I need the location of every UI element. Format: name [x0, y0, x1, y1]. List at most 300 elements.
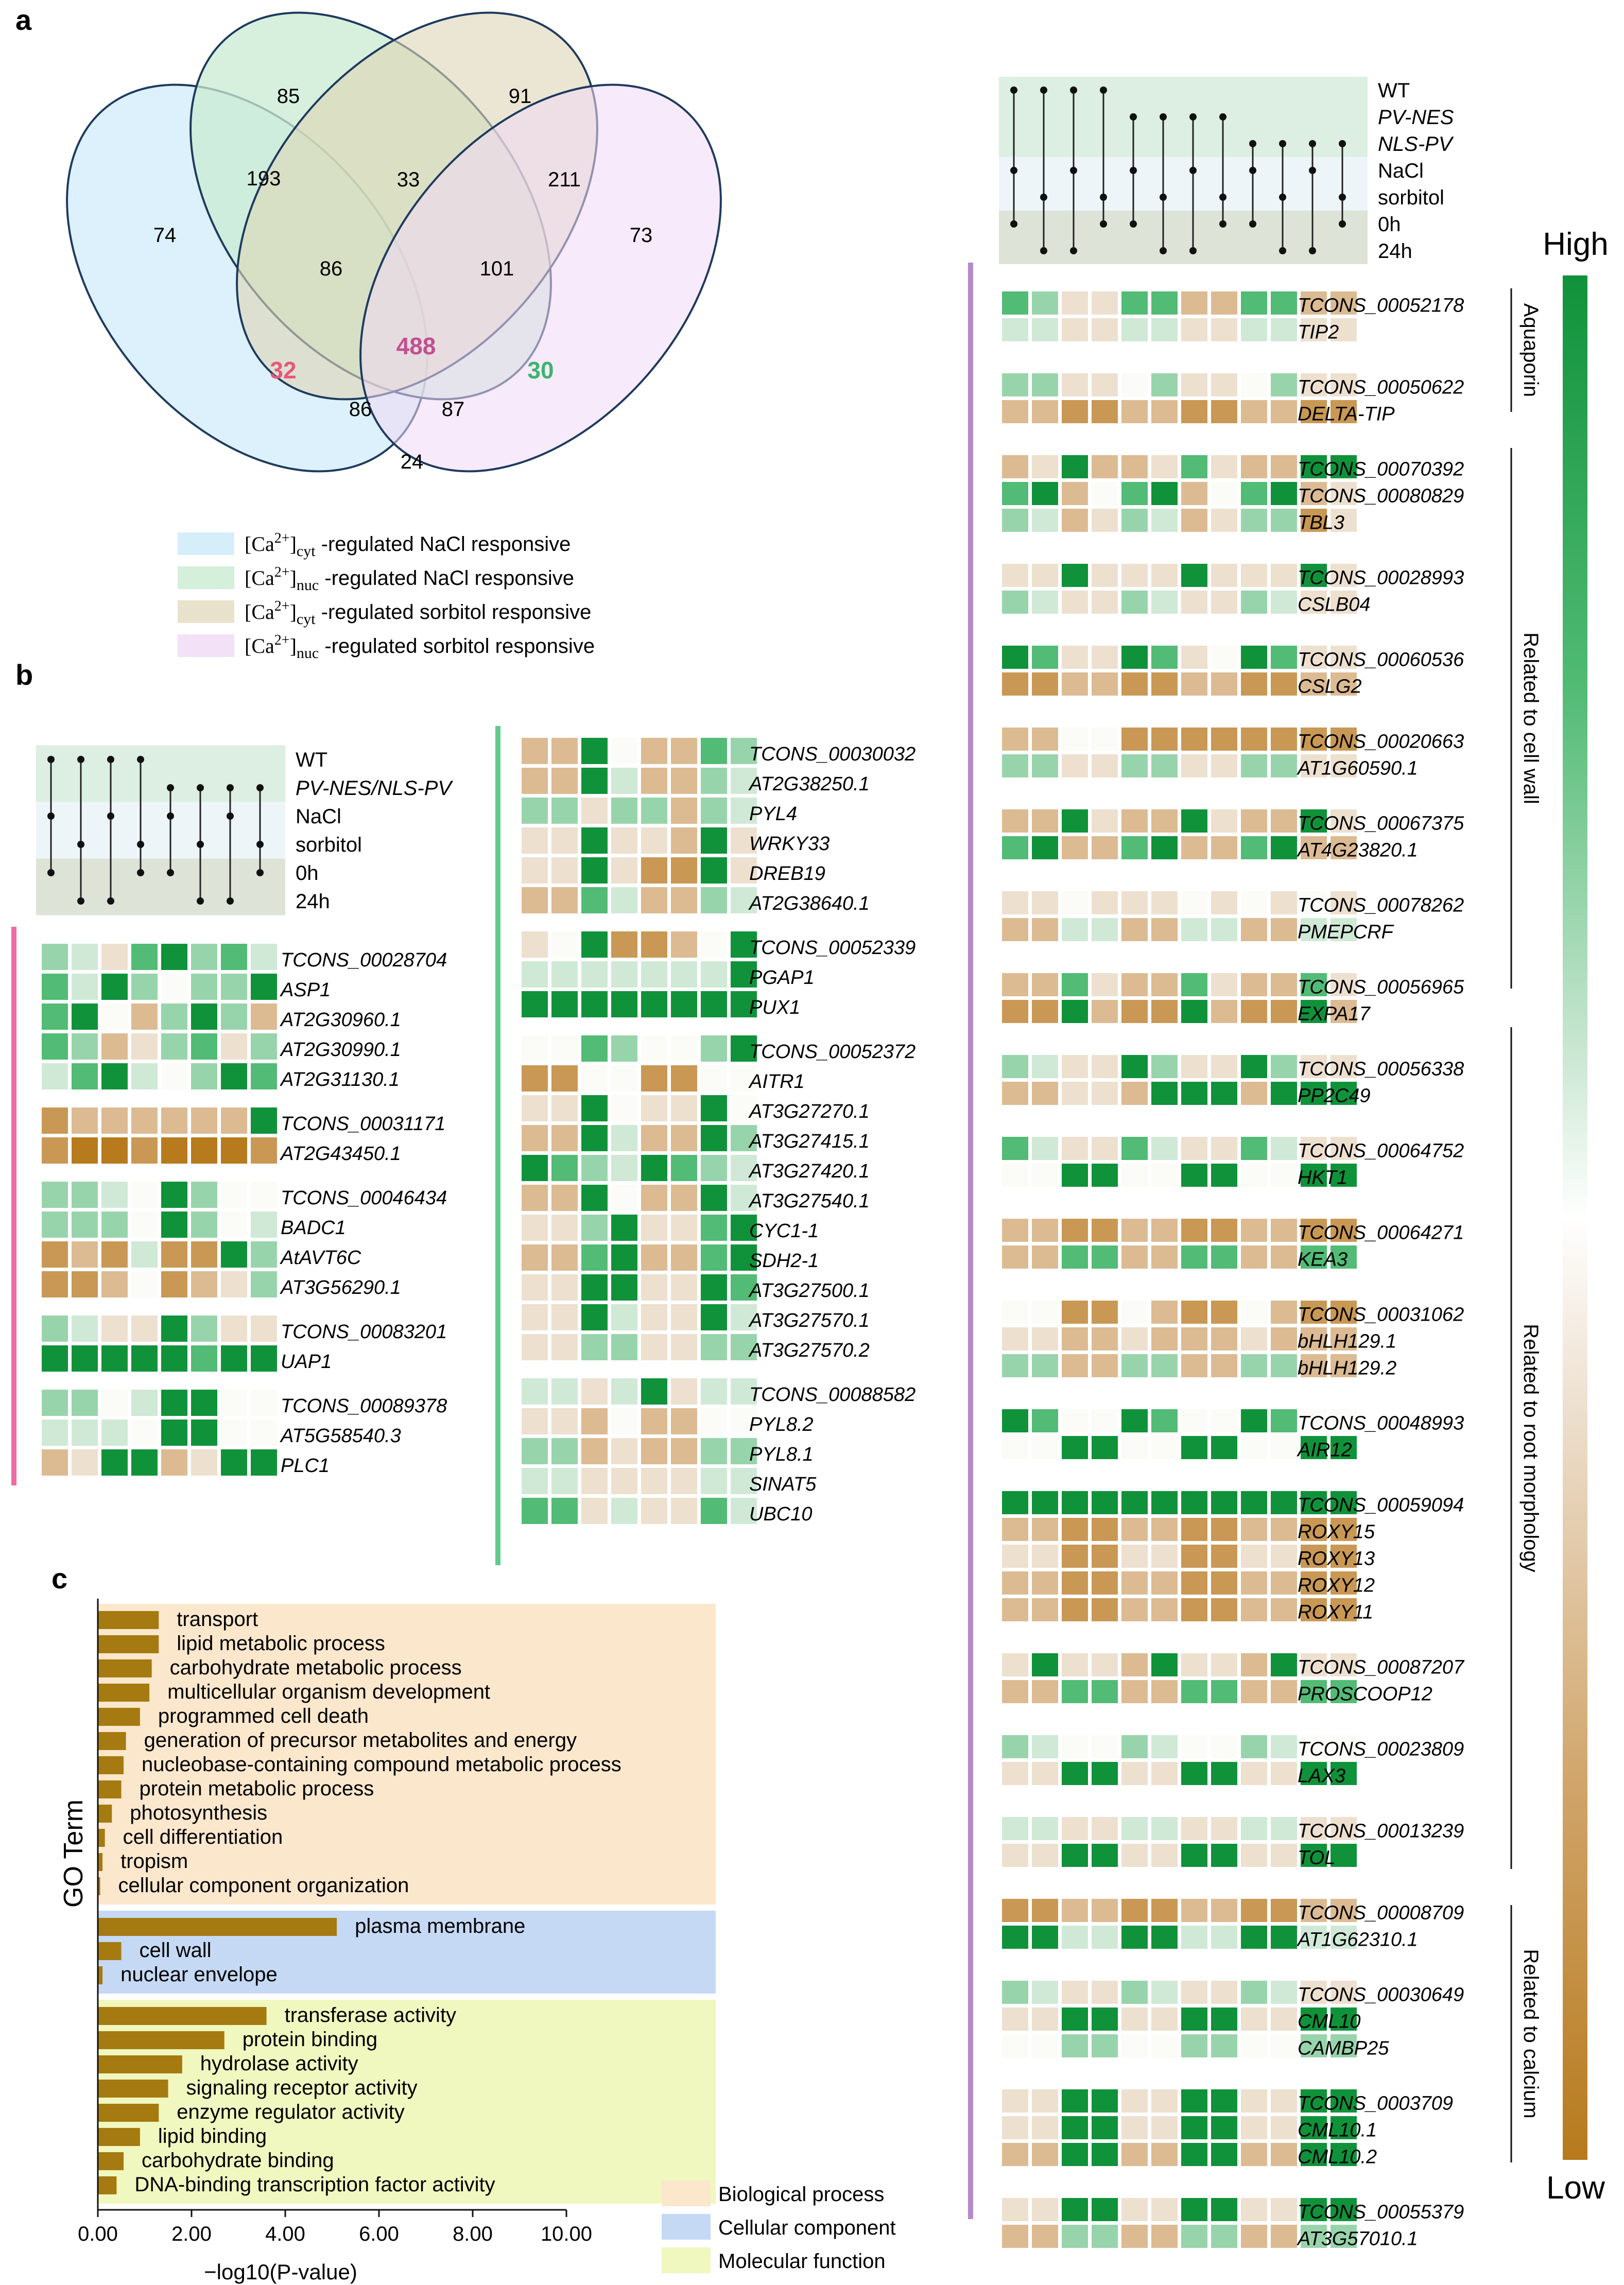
condition-dot — [1070, 167, 1077, 174]
heatmap-cell — [551, 767, 578, 794]
heatmap-cell — [1031, 1761, 1059, 1786]
heatmap-cell — [1061, 590, 1089, 614]
heatmap-cell — [700, 1214, 728, 1241]
heatmap-cell — [551, 887, 578, 914]
go-bar — [98, 2080, 168, 2098]
heatmap-cell — [1091, 754, 1118, 778]
gene-label: PYL8.2 — [749, 1414, 814, 1436]
heatmap-cell — [1181, 1435, 1208, 1460]
heatmap-cell — [581, 1065, 608, 1092]
heatmap-cell — [1270, 508, 1298, 532]
heatmap-cell — [1181, 590, 1208, 614]
heatmap-cell — [1031, 645, 1059, 669]
heatmap-cell — [521, 1095, 548, 1122]
heatmap-cell — [250, 1063, 278, 1090]
heatmap-cell — [581, 1184, 608, 1211]
heatmap-cell — [1240, 2142, 1268, 2167]
heatmap-cell — [161, 1315, 188, 1342]
heatmap-cell — [1270, 1435, 1298, 1460]
heatmap-cell — [161, 973, 188, 1000]
heatmap-cell — [1031, 563, 1059, 587]
heatmap-cell — [131, 1345, 158, 1372]
condition-label: NaCl — [1378, 160, 1424, 182]
gene-label: TCONS_00088582 — [749, 1384, 916, 1406]
heatmap-cell — [1181, 1054, 1208, 1079]
heatmap-cell — [1270, 1081, 1298, 1105]
go-term-label: generation of precursor metabolites and energy — [144, 1729, 577, 1752]
heatmap-cell — [1151, 2197, 1178, 2222]
heatmap-cell — [1181, 291, 1208, 315]
heatmap-cell — [641, 1065, 668, 1092]
heatmap-cell — [1151, 1409, 1178, 1433]
heatmap-cell — [1001, 672, 1029, 696]
heatmap-cell — [611, 857, 638, 884]
heatmap-cell — [1270, 727, 1298, 751]
heatmap-cell — [191, 1137, 218, 1164]
condition-dot — [1130, 167, 1137, 174]
heatmap-cell — [1001, 1680, 1029, 1704]
heatmap-cell — [1031, 291, 1059, 315]
x-tick-label: 0.00 — [78, 2223, 118, 2245]
heatmap-cell — [1001, 563, 1029, 587]
gene-label: AT2G30990.1 — [281, 1039, 401, 1061]
heatmap-cell — [521, 767, 548, 794]
heatmap-cell — [1031, 1136, 1059, 1161]
heatmap-cell — [1181, 1517, 1208, 1542]
gene-label: TCONS_00064271 — [1298, 1222, 1464, 1244]
heatmap-cell — [1061, 1218, 1089, 1242]
heatmap-cell — [1240, 1163, 1268, 1187]
heatmap-cell — [670, 1334, 698, 1361]
heatmap-cell — [1001, 318, 1029, 342]
heatmap-cell — [1121, 1898, 1148, 1923]
heatmap-cell — [1151, 727, 1178, 751]
venn-count-ac: 32 — [270, 357, 297, 384]
heatmap-cell — [41, 1449, 68, 1476]
heatmap-cell — [1151, 1245, 1178, 1269]
x-tick-label: 4.00 — [265, 2223, 305, 2245]
heatmap-cell — [551, 991, 578, 1018]
heatmap-cell — [1151, 1491, 1178, 1515]
heatmap-cell — [1031, 1735, 1059, 1759]
gene-label: CSLG2 — [1298, 676, 1362, 698]
heatmap-cell — [521, 991, 548, 1018]
heatmap-cell — [641, 931, 668, 958]
heatmap-cell — [101, 1389, 128, 1416]
heatmap-cell — [1270, 809, 1298, 833]
heatmap-cell — [1001, 754, 1029, 778]
gene-label: TBL3 — [1298, 512, 1344, 534]
heatmap-cell — [1121, 2142, 1148, 2167]
heatmap-cell — [191, 1315, 218, 1342]
gene-label: AITR1 — [749, 1071, 805, 1093]
category-label: Related to calcium — [1519, 1949, 1542, 2119]
heatmap-cell — [1091, 373, 1118, 397]
heatmap-cell — [1211, 809, 1238, 833]
heatmap-cell — [551, 1304, 578, 1331]
heatmap-cell — [1181, 645, 1208, 669]
heatmap-cell — [1181, 2034, 1208, 2058]
heatmap-cell — [1181, 1218, 1208, 1242]
heatmap-cell — [670, 827, 698, 854]
heatmap-cell — [1211, 373, 1238, 397]
heatmap-cell — [1181, 1980, 1208, 2004]
heatmap-cell — [1181, 1816, 1208, 1841]
condition-dot — [47, 756, 55, 763]
heatmap-cell — [191, 1345, 218, 1372]
heatmap-cell — [1151, 1218, 1178, 1242]
heatmap-cell — [551, 931, 578, 958]
heatmap-cell — [1031, 809, 1059, 833]
go-legend-swatch — [662, 2180, 711, 2206]
heatmap-cell — [1001, 2116, 1029, 2140]
heatmap-cell — [1001, 373, 1029, 397]
heatmap-cell — [1270, 1843, 1298, 1867]
heatmap-cell — [1151, 1735, 1178, 1759]
heatmap-cell — [1031, 1354, 1059, 1378]
heatmap-cell — [611, 931, 638, 958]
heatmap-cell — [101, 1419, 128, 1446]
heatmap-cell — [1001, 1544, 1029, 1568]
heatmap-cell — [521, 1378, 548, 1405]
heatmap-cell — [700, 887, 728, 914]
heatmap-cell — [1181, 2116, 1208, 2140]
go-bar — [98, 2055, 182, 2073]
heatmap-cell — [1061, 563, 1089, 587]
heatmap-cell — [1091, 1163, 1118, 1187]
heatmap-cell — [1031, 1054, 1059, 1079]
heatmap-cell — [1240, 1735, 1268, 1759]
heatmap-cell — [1240, 973, 1268, 997]
heatmap-cell — [1001, 973, 1029, 997]
heatmap-cell — [1270, 999, 1298, 1024]
heatmap-cell — [670, 1214, 698, 1241]
heatmap-cell — [670, 1408, 698, 1435]
heatmap-cell — [1211, 1136, 1238, 1161]
heatmap-cell — [101, 943, 128, 971]
heatmap-cell — [1211, 400, 1238, 424]
heatmap-cell — [1091, 672, 1118, 696]
heatmap-cell — [1151, 2224, 1178, 2248]
heatmap-cell — [101, 1033, 128, 1060]
heatmap-cell — [1181, 2197, 1208, 2222]
heatmap-cell — [521, 737, 548, 765]
heatmap-cell — [1031, 1925, 1059, 1949]
heatmap-cell — [1031, 590, 1059, 614]
heatmap-cell — [1181, 727, 1208, 751]
heatmap-cell — [700, 1334, 728, 1361]
heatmap-cell — [641, 767, 668, 794]
heatmap-cell — [1240, 1435, 1268, 1460]
heatmap-cell — [1001, 481, 1029, 506]
heatmap-cell — [131, 1419, 158, 1446]
heatmap-cell — [71, 1107, 98, 1134]
heatmap-cell — [670, 1184, 698, 1211]
heatmap-cell — [1240, 1980, 1268, 2004]
heatmap-cell — [700, 1124, 728, 1152]
heatmap-cell — [1121, 891, 1148, 915]
heatmap-cell — [1001, 1598, 1029, 1622]
gene-label: bHLH129.2 — [1298, 1357, 1397, 1379]
heatmap-cell — [1181, 400, 1208, 424]
heatmap-cell — [1211, 1735, 1238, 1759]
gene-label: AT2G31130.1 — [281, 1069, 400, 1091]
heatmap-cell — [1181, 1680, 1208, 1704]
gene-label: AtAVT6C — [281, 1247, 361, 1269]
heatmap-cell — [1091, 2116, 1118, 2140]
heatmap-cell — [71, 1033, 98, 1060]
heatmap-cell — [131, 973, 158, 1000]
heatmap-cell — [1031, 1680, 1059, 1704]
heatmap-cell — [1031, 1245, 1059, 1269]
heatmap-cell — [1211, 2142, 1238, 2167]
heatmap-cell — [1181, 1491, 1208, 1515]
condition-dot — [1010, 86, 1017, 94]
heatmap-cell — [1121, 1136, 1148, 1161]
heatmap-cell — [1061, 1925, 1089, 1949]
heatmap-cell — [670, 1274, 698, 1301]
heatmap-cell — [191, 1449, 218, 1476]
gene-label: TCONS_00050622 — [1298, 376, 1464, 399]
heatmap-cell — [1240, 2224, 1268, 2248]
gene-label: PGAP1 — [749, 967, 815, 989]
condition-dot — [1160, 194, 1167, 201]
heatmap-cell — [1211, 2116, 1238, 2140]
venn-count-ab: 193 — [246, 167, 281, 190]
heatmap-cell — [551, 961, 578, 988]
heatmap-cell — [1240, 1081, 1268, 1105]
heatmap-cell — [670, 1065, 698, 1092]
heatmap-cell — [41, 973, 68, 1000]
heatmap-cell — [700, 1497, 728, 1525]
go-term-label: DNA-binding transcription factor activity — [134, 2173, 495, 2196]
heatmap-cell — [1061, 481, 1089, 506]
heatmap-cell — [1211, 645, 1238, 669]
heatmap-cell — [1211, 291, 1238, 315]
heatmap-cell — [41, 1271, 68, 1298]
heatmap-cell — [161, 1241, 188, 1268]
go-bar — [98, 1829, 105, 1847]
heatmap-cell — [1270, 1653, 1298, 1677]
gene-label: TCONS_00046434 — [281, 1187, 447, 1209]
heatmap-cell — [191, 1419, 218, 1446]
panel-a-label: a — [15, 4, 32, 36]
heatmap-cell — [1181, 754, 1208, 778]
heatmap-cell — [551, 1334, 578, 1361]
condition-dot — [107, 812, 114, 820]
gene-label: TCONS_00008709 — [1298, 1902, 1464, 1924]
heatmap-cell — [1121, 918, 1148, 942]
heatmap-cell — [1031, 455, 1059, 479]
heatmap-cell — [670, 991, 698, 1018]
heatmap-cell — [1121, 1517, 1148, 1542]
heatmap-cell — [551, 1244, 578, 1271]
heatmap-cell — [1031, 2034, 1059, 2058]
gene-label: AT2G38640.1 — [749, 893, 870, 915]
gene-label: TCONS_00052339 — [749, 937, 916, 959]
heatmap-cell — [1181, 455, 1208, 479]
heatmap-cell — [581, 887, 608, 914]
venn-count-cd: 211 — [548, 168, 581, 191]
heatmap-cell — [131, 1211, 158, 1238]
legend-swatch — [178, 532, 234, 555]
heatmap-cell — [551, 1065, 578, 1092]
heatmap-cell — [1001, 645, 1029, 669]
condition-band — [36, 746, 285, 802]
heatmap-cell — [1270, 2007, 1298, 2031]
heatmap-cell — [1001, 1653, 1029, 1677]
go-bar — [98, 1805, 112, 1823]
colorbar-low-label: Low — [1546, 2170, 1605, 2206]
heatmap-cell — [1061, 318, 1089, 342]
gene-label: TCONS_00052372 — [749, 1041, 916, 1063]
condition-label: WT — [1378, 79, 1410, 102]
heatmap-cell — [551, 1154, 578, 1182]
go-bar — [98, 2128, 140, 2146]
heatmap-cell — [581, 797, 608, 824]
heatmap-cell — [1240, 1816, 1268, 1841]
heatmap-cell — [1270, 645, 1298, 669]
gene-label: TCONS_0003709 — [1298, 2092, 1454, 2115]
heatmap-cell — [1270, 1925, 1298, 1949]
heatmap-cell — [1270, 2034, 1298, 2058]
heatmap-cell — [1031, 1517, 1059, 1542]
heatmap-cell — [1091, 1761, 1118, 1786]
venn-count-only-a: 74 — [153, 224, 177, 247]
condition-dot — [1160, 247, 1167, 254]
x-tick-label: 8.00 — [453, 2223, 493, 2245]
heatmap-cell — [161, 1003, 188, 1030]
heatmap-cell — [1211, 1898, 1238, 1923]
heatmap-cell — [1240, 754, 1268, 778]
heatmap-cell — [1211, 508, 1238, 532]
heatmap-cell — [71, 1345, 98, 1372]
gene-label: CML10.2 — [1298, 2146, 1377, 2168]
gene-label: WRKY33 — [749, 833, 830, 855]
gene-label: ROXY11 — [1298, 1601, 1374, 1623]
heatmap-cell — [1121, 1571, 1148, 1595]
heatmap-cell — [1091, 291, 1118, 315]
heatmap-cell — [611, 1214, 638, 1241]
heatmap-cell — [191, 1241, 218, 1268]
heatmap-cell — [700, 737, 728, 765]
legend-swatch — [178, 600, 234, 623]
heatmap-cell — [521, 1304, 548, 1331]
heatmap-cell — [1121, 373, 1148, 397]
heatmap-cell — [641, 1438, 668, 1465]
heatmap-cell — [1211, 481, 1238, 506]
heatmap-cell — [1121, 1680, 1148, 1704]
heatmap-cell — [250, 1449, 278, 1476]
heatmap-cell — [641, 1378, 668, 1405]
condition-dot — [47, 812, 55, 820]
heatmap-cell — [1061, 1898, 1089, 1923]
heatmap-cell — [101, 1137, 128, 1164]
heatmap-cell — [611, 1244, 638, 1271]
heatmap-cell — [551, 1184, 578, 1211]
heatmap-cell — [1211, 1571, 1238, 1595]
heatmap-cell — [250, 1419, 278, 1446]
heatmap-cell — [1151, 1925, 1178, 1949]
heatmap-cell — [1091, 318, 1118, 342]
heatmap-cell — [1270, 1735, 1298, 1759]
heatmap-cell — [1211, 590, 1238, 614]
heatmap-cell — [1001, 891, 1029, 915]
heatmap-cell — [220, 1389, 248, 1416]
condition-dot — [1100, 86, 1107, 94]
heatmap-cell — [700, 797, 728, 824]
group-stripe-pink — [11, 927, 16, 1485]
heatmap-cell — [1151, 373, 1178, 397]
venn-diagram — [0, 0, 793, 540]
heatmap-cell — [1270, 1054, 1298, 1079]
heatmap-cell — [1211, 727, 1238, 751]
heatmap-cell — [521, 887, 548, 914]
heatmap-cell — [161, 1211, 188, 1238]
heatmap-cell — [581, 857, 608, 884]
condition-dot — [197, 897, 204, 905]
go-bar — [98, 1611, 159, 1629]
heatmap-cell — [191, 973, 218, 1000]
condition-dot — [1279, 194, 1286, 201]
heatmap-cell — [1091, 1843, 1118, 1867]
condition-dot — [1339, 220, 1346, 228]
heatmap-cell — [551, 1467, 578, 1495]
heatmap-cell — [700, 1184, 728, 1211]
heatmap-cell — [1270, 1354, 1298, 1378]
heatmap-cell — [1181, 999, 1208, 1024]
condition-label: PV-NES/NLS-PV — [296, 777, 452, 800]
heatmap-cell — [1151, 1598, 1178, 1622]
heatmap-cell — [1001, 455, 1029, 479]
heatmap-cell — [220, 1449, 248, 1476]
condition-dot — [1040, 194, 1047, 201]
heatmap-cell — [1270, 1517, 1298, 1542]
heatmap-cell — [670, 1154, 698, 1182]
heatmap-cell — [71, 1211, 98, 1238]
heatmap-cell — [1151, 455, 1178, 479]
condition-dot — [1249, 167, 1256, 174]
heatmap-cell — [1001, 809, 1029, 833]
heatmap-cell — [101, 1345, 128, 1372]
heatmap-cell — [220, 1345, 248, 1372]
heatmap-cell — [1031, 2089, 1059, 2113]
heatmap-cell — [1121, 1245, 1148, 1269]
heatmap-cell — [191, 1063, 218, 1090]
condition-dot — [227, 812, 234, 820]
heatmap-cell — [1061, 672, 1089, 696]
heatmap-cell — [1121, 1491, 1148, 1515]
condition-dot — [1189, 167, 1197, 174]
go-term-label: lipid binding — [158, 2125, 267, 2148]
heatmap-cell — [1121, 1435, 1148, 1460]
heatmap-cell — [641, 1467, 668, 1495]
heatmap-cell — [1121, 400, 1148, 424]
heatmap-cell — [1121, 2034, 1148, 2058]
heatmap-cell — [41, 1107, 68, 1134]
heatmap-cell — [1151, 318, 1178, 342]
heatmap-cell — [101, 1107, 128, 1134]
heatmap-cell — [1151, 1653, 1178, 1677]
heatmap-cell — [1211, 1653, 1238, 1677]
gene-label: PLC1 — [281, 1455, 330, 1477]
heatmap-cell — [101, 1241, 128, 1268]
legend-swatch — [178, 634, 234, 657]
heatmap-cell — [641, 961, 668, 988]
heatmap-cell — [1031, 2116, 1059, 2140]
heatmap-cell — [220, 1107, 248, 1134]
heatmap-cell — [641, 1154, 668, 1182]
